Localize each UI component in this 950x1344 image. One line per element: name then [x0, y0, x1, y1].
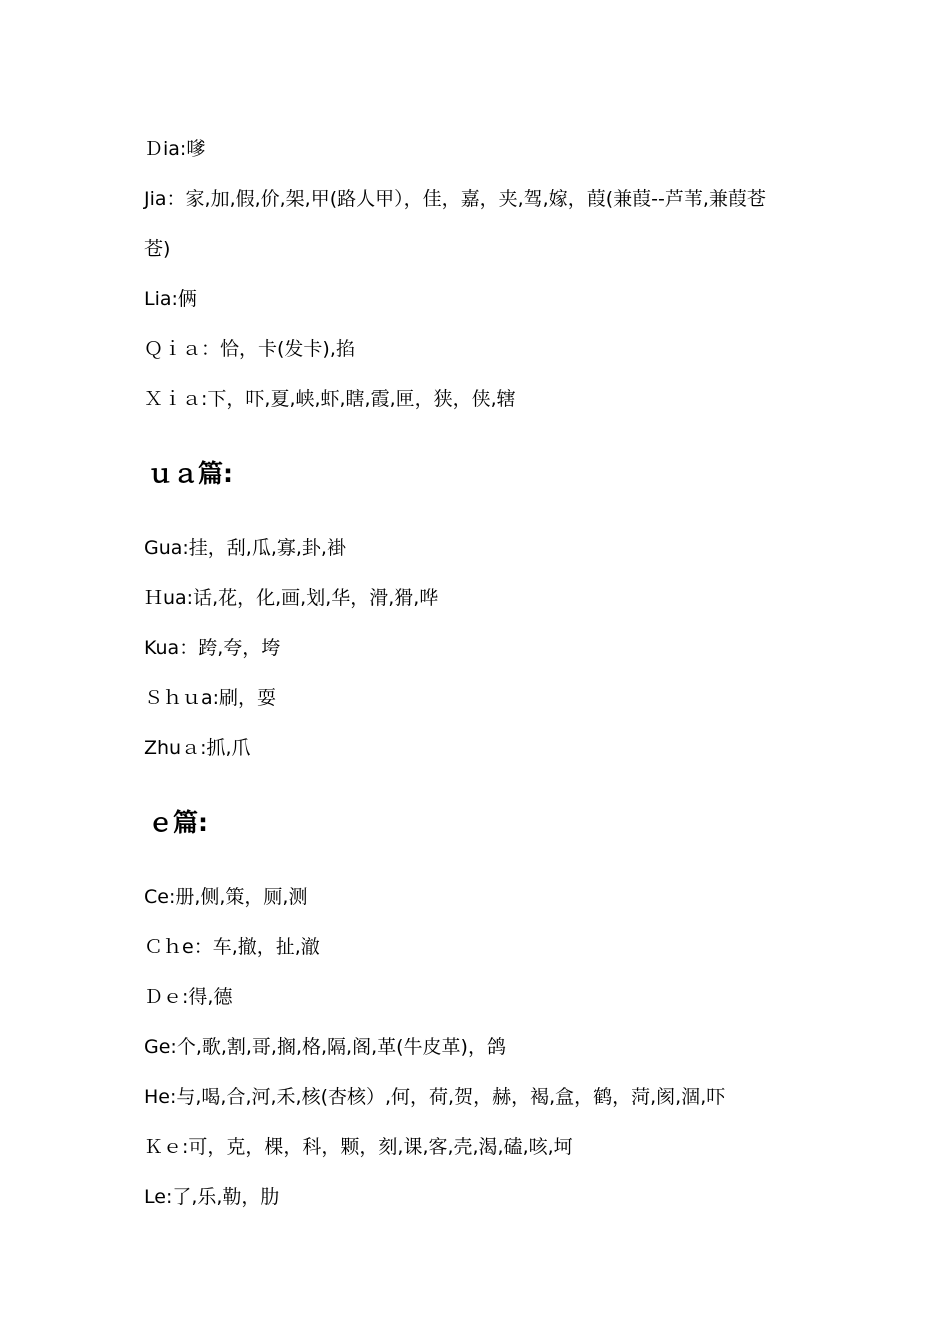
pinyin-line-zhua: Zhuａ:抓,爪	[144, 737, 251, 759]
pinyin-line-ke: Ｋｅ:可，克，棵，科，颗，刻,课,客,壳,渴,磕,咳,坷	[144, 1136, 573, 1158]
section-heading-ua: ｕａ篇:	[148, 459, 233, 488]
pinyin-line-jia-continued: 苍)	[144, 238, 171, 260]
pinyin-line-he: He:与,喝,合,河,禾,核(杏核）,何，荷,贺，赫，褐,盒，鹤，菏,阂,涸,吓	[144, 1086, 726, 1108]
pinyin-line-lia: Lia:俩	[144, 288, 197, 310]
pinyin-line-hua: Ｈua:话,花，化,画,划,华，滑,猾,哗	[144, 587, 439, 609]
pinyin-line-qia: Ｑｉａ：恰，卡(发卡),掐	[144, 338, 355, 360]
pinyin-line-ge: Ge:个,歌,割,哥,搁,格,隔,阁,革(牛皮革)，鸽	[144, 1036, 506, 1058]
pinyin-line-gua: Gua:挂，刮,瓜,寡,卦,褂	[144, 537, 346, 559]
pinyin-line-le: Le:了,乐,勒，肋	[144, 1186, 280, 1208]
section-heading-e: ｅ篇:	[148, 808, 208, 837]
pinyin-line-shua: Ｓｈｕa:刷，耍	[144, 687, 277, 709]
pinyin-line-jia: Jia：家,加,假,价,架,甲(路人甲），佳，嘉，夹,驾,嫁，葭(兼葭--芦苇,兼葭苍	[144, 188, 766, 210]
pinyin-line-che: Ｃｈe：车,撤，扯,澈	[144, 936, 320, 958]
pinyin-line-ce: Ce:册,侧,策，厕,测	[144, 886, 308, 908]
pinyin-line-de: Ｄｅ:得,德	[144, 986, 233, 1008]
pinyin-line-dia: Ｄia:嗲	[144, 138, 206, 160]
pinyin-line-kua: Kua：跨,夸，垮	[144, 637, 281, 659]
pinyin-line-xia: Ｘｉａ:下，吓,夏,峡,虾,瞎,霞,匣，狭，侠,辖	[144, 388, 516, 410]
